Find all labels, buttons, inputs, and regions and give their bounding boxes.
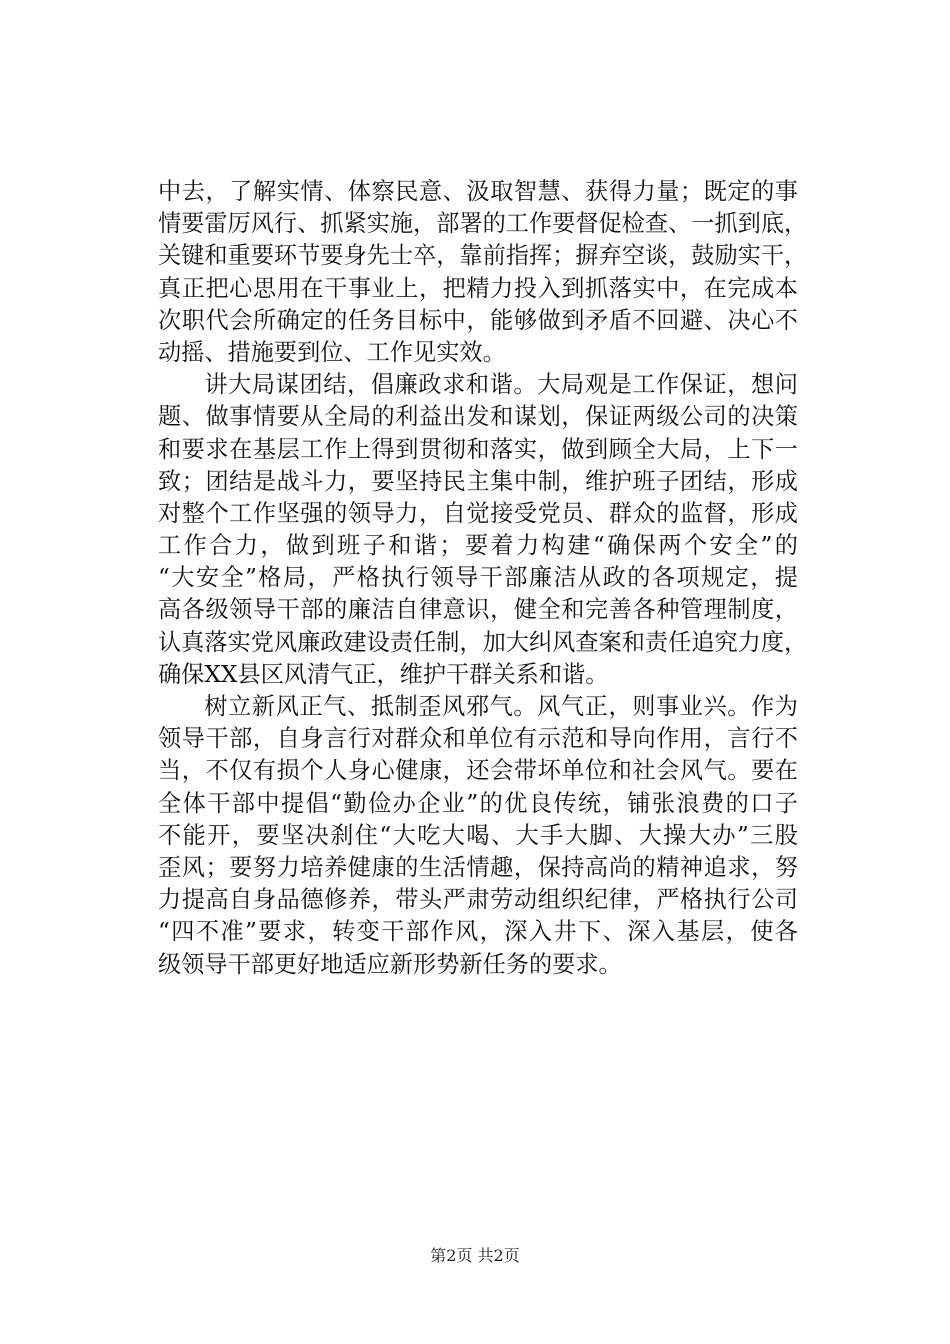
text-line: 认真落实党风廉政建设责任制，加大纠风查案和责任追究力度， xyxy=(158,628,808,656)
text-line: 确保XX县区风清气正，维护干群关系和谐。 xyxy=(158,660,609,688)
page-footer: 第2页 共2页 xyxy=(430,1246,520,1265)
text-line: 工作合力，做到班子和谐；要着力构建“确保两个安全”的 xyxy=(158,532,798,560)
text-line: 全体干部中提倡“勤俭办企业”的优良传统，铺张浪费的口子 xyxy=(158,789,798,817)
text-line: 不能开，要坚决刹住“大吃大喝、大手大脚、大操大办”三股 xyxy=(158,821,798,849)
text-line: 致；团结是战斗力，要坚持民主集中制，维护班子团结，形成 xyxy=(158,467,798,495)
text-line: 高各级领导干部的廉洁自律意识，健全和完善各种管理制度， xyxy=(158,596,798,624)
text-line: 中去，了解实情、体察民意、汲取智慧、获得力量；既定的事 xyxy=(158,178,798,205)
text-line: 讲大局谋团结，倡廉政求和谐。大局观是工作保证，想问 xyxy=(204,371,798,399)
text-line: “四不准”要求，转变干部作风，深入井下、深入基层，使各 xyxy=(158,918,798,946)
text-line: 对整个工作坚强的领导力，自觉接受党员、群众的监督，形成 xyxy=(158,499,798,527)
text-line: 当，不仅有损个人身心健康，还会带坏单位和社会风气。要在 xyxy=(158,757,798,785)
text-line: 关键和重要环节要身先士卒，靠前指挥；摒弃空谈，鼓励实干， xyxy=(158,242,808,270)
text-line: 歪风；要努力培养健康的生活情趣，保持高尚的精神追求，努 xyxy=(158,853,798,881)
text-line: 级领导干部更好地适应新形势新任务的要求。 xyxy=(158,950,622,978)
text-line: 力提高自身品德修养，带头严肃劳动组织纪律，严格执行公司 xyxy=(158,886,798,914)
text-line: 题、做事情要从全局的利益出发和谋划，保证两级公司的决策 xyxy=(158,403,798,431)
body-text xyxy=(158,176,808,981)
text-line: 次职代会所确定的任务目标中，能够做到矛盾不回避、决心不 xyxy=(158,306,798,334)
text-line: 树立新风正气、抵制歪风邪气。风气正，则事业兴。作为 xyxy=(204,693,798,720)
text-line: 真正把心思用在干事业上，把精力投入到抓落实中，在完成本 xyxy=(158,274,798,302)
text-line: 动摇、措施要到位、工作见实效。 xyxy=(158,338,506,366)
text-line: 领导干部，自身言行对群众和单位有示范和导向作用，言行不 xyxy=(158,725,798,753)
text-line: 情要雷厉风行、抓紧实施，部署的工作要督促检查、一抓到底， xyxy=(158,210,808,238)
text-line: 和要求在基层工作上得到贯彻和落实，做到顾全大局，上下一 xyxy=(158,435,798,463)
text-line: “大安全”格局，严格执行领导干部廉洁从政的各项规定，提 xyxy=(158,564,798,592)
